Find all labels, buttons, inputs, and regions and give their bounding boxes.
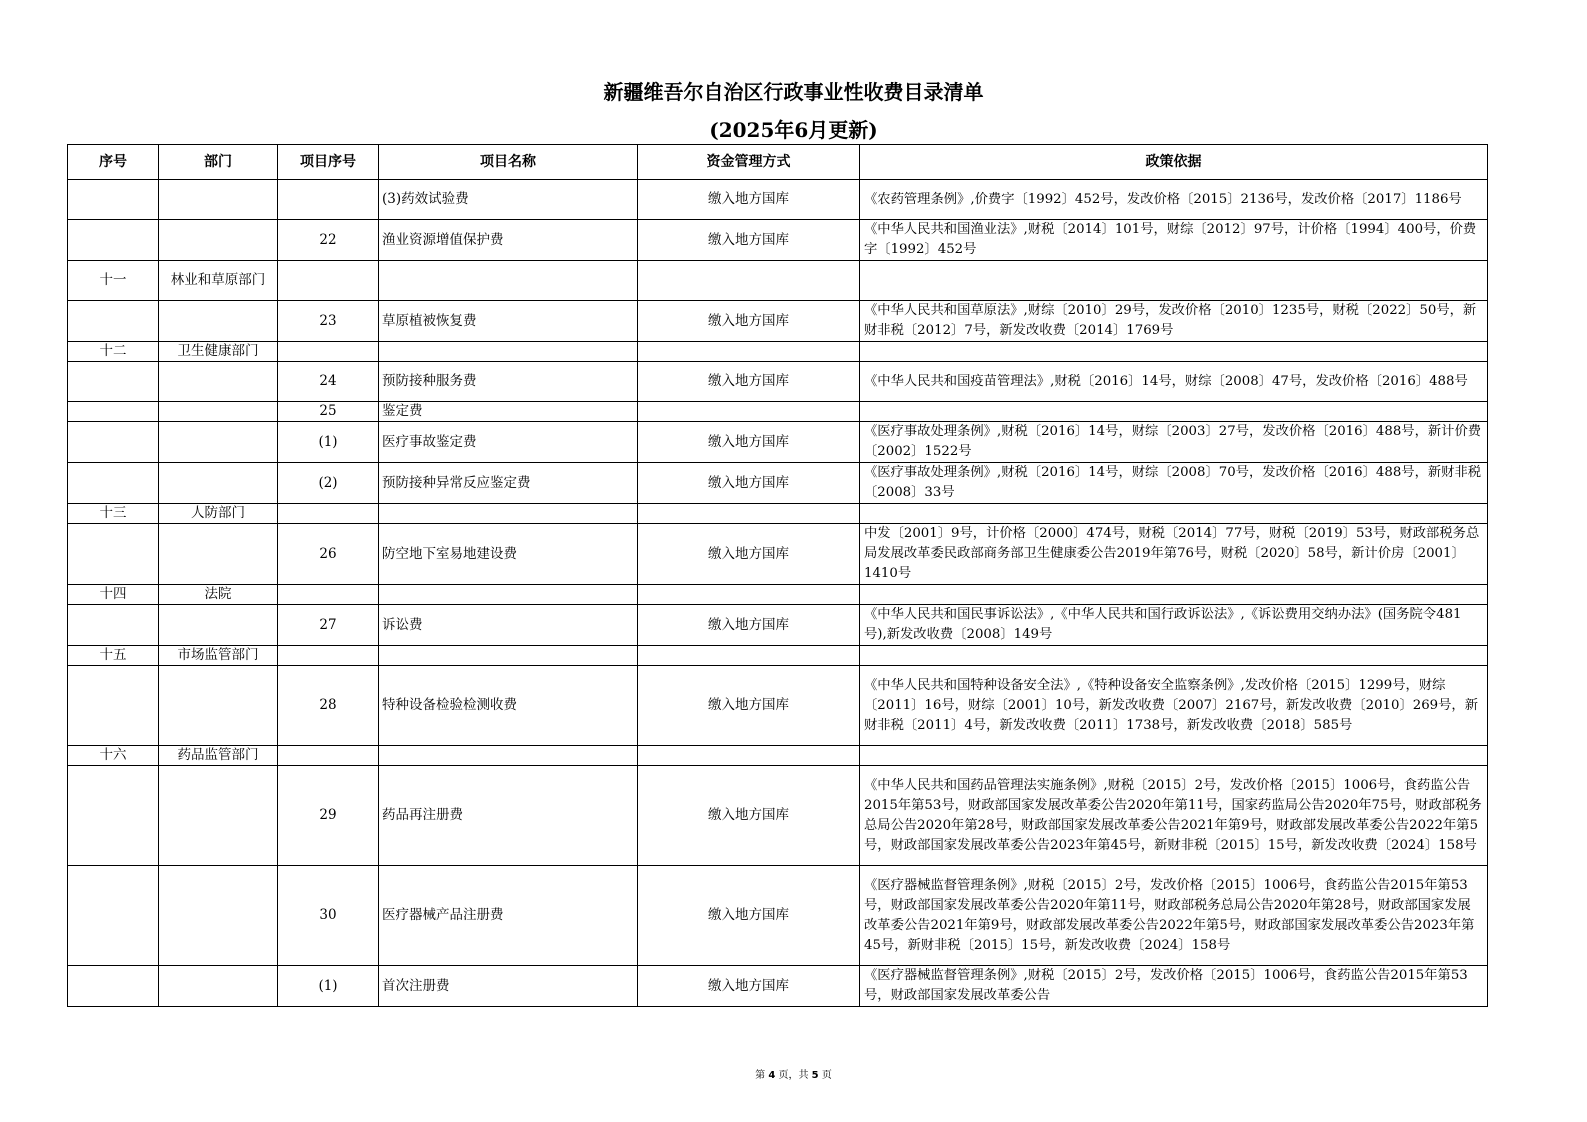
cell-fund-management: 缴入地方国库: [638, 524, 860, 585]
cell-dept: 人防部门: [159, 504, 278, 524]
cell-item-name: 药品再注册费: [379, 766, 638, 866]
cell-dept: [159, 422, 278, 463]
cell-dept: [159, 666, 278, 746]
cell-seq: 十五: [68, 646, 159, 666]
cell-fund-management: [638, 585, 860, 605]
cell-item-name: 鉴定费: [379, 402, 638, 422]
cell-policy-basis: 《医疗事故处理条例》,财税〔2016〕14号，财综〔2008〕70号，发改价格〔2016〕488号，新财非税〔2008〕33号: [860, 463, 1488, 504]
cell-dept: [159, 966, 278, 1007]
cell-item-no: (1): [278, 422, 379, 463]
cell-policy-basis: 《医疗器械监督管理条例》,财税〔2015〕2号，发改价格〔2015〕1006号，食药监公告2015年第53号，财政部国家发展改革委公告2020年第11号，财政部税务总局公告2020年第28号，财政部国家发展改革委公告2021年第9号，财政部发展改革委公告2022年第5号，财政部国家发展改革委公告2023年第45号，新财非税〔2015〕15号，新发改收费〔2024〕158号: [860, 866, 1488, 966]
cell-item-no: [278, 261, 379, 301]
cell-item-name: [379, 342, 638, 362]
cell-fund-management: 缴入地方国库: [638, 301, 860, 342]
cell-policy-basis: 《中华人民共和国渔业法》,财税〔2014〕101号，财综〔2012〕97号，计价格〔1994〕400号，价费字〔1992〕452号: [860, 220, 1488, 261]
cell-item-name: [379, 585, 638, 605]
footer-total-pages: 5: [811, 1070, 819, 1081]
cell-policy-basis: 《医疗器械监督管理条例》,财税〔2015〕2号，发改价格〔2015〕1006号，食药监公告2015年第53号，财政部国家发展改革委公告: [860, 966, 1488, 1007]
table-row: [68, 463, 1488, 504]
cell-fund-management: 缴入地方国库: [638, 966, 860, 1007]
cell-policy-basis: [860, 261, 1488, 301]
table-row: [68, 605, 1488, 646]
header-dept: 部门: [159, 145, 278, 180]
cell-item-no: [278, 342, 379, 362]
cell-seq: 十一: [68, 261, 159, 301]
table-body: [68, 180, 1488, 1007]
cell-seq: 十六: [68, 746, 159, 766]
cell-item-name: 医疗事故鉴定费: [379, 422, 638, 463]
table-row: [68, 585, 1488, 605]
cell-fund-management: 缴入地方国库: [638, 766, 860, 866]
cell-seq: [68, 966, 159, 1007]
cell-seq: [68, 402, 159, 422]
table-row: [68, 422, 1488, 463]
cell-seq: 十三: [68, 504, 159, 524]
cell-item-name: 渔业资源增值保护费: [379, 220, 638, 261]
cell-seq: [68, 766, 159, 866]
cell-fund-management: [638, 261, 860, 301]
cell-policy-basis: 《中华人民共和国草原法》,财综〔2010〕29号，发改价格〔2010〕1235号，财税〔2022〕50号，新财非税〔2012〕7号，新发改收费〔2014〕1769号: [860, 301, 1488, 342]
cell-item-no: 24: [278, 362, 379, 402]
table-row: [68, 342, 1488, 362]
header-item-name: 项目名称: [379, 145, 638, 180]
cell-policy-basis: 《农药管理条例》,价费字〔1992〕452号，发改价格〔2015〕2136号，发改价格〔2017〕1186号: [860, 180, 1488, 220]
cell-seq: [68, 524, 159, 585]
cell-seq: [68, 463, 159, 504]
table-row: [68, 261, 1488, 301]
cell-fund-management: 缴入地方国库: [638, 463, 860, 504]
cell-item-name: [379, 746, 638, 766]
document-subtitle: (2025年6月更新): [709, 118, 878, 142]
table-row: [68, 504, 1488, 524]
table-row: [68, 666, 1488, 746]
cell-fund-management: [638, 746, 860, 766]
cell-dept: 法院: [159, 585, 278, 605]
footer-suffix: 页: [818, 1070, 832, 1081]
table-row: [68, 746, 1488, 766]
cell-item-no: [278, 646, 379, 666]
cell-fund-management: 缴入地方国库: [638, 220, 860, 261]
cell-dept: [159, 362, 278, 402]
cell-item-name: [379, 261, 638, 301]
cell-policy-basis: [860, 504, 1488, 524]
cell-fund-management: [638, 504, 860, 524]
cell-fund-management: 缴入地方国库: [638, 866, 860, 966]
table-header-row: [68, 145, 1488, 180]
table-row: [68, 220, 1488, 261]
table-row: [68, 402, 1488, 422]
cell-seq: [68, 180, 159, 220]
cell-policy-basis: [860, 585, 1488, 605]
table-row: [68, 866, 1488, 966]
fee-catalogue-table: [67, 144, 1488, 1007]
cell-policy-basis: [860, 402, 1488, 422]
cell-seq: [68, 605, 159, 646]
page-footer: [0, 1066, 1587, 1081]
footer-page-number: 4: [768, 1070, 776, 1081]
table-row: [68, 766, 1488, 866]
cell-item-name: [379, 646, 638, 666]
cell-item-no: 23: [278, 301, 379, 342]
footer-prefix: 第: [755, 1070, 769, 1081]
cell-item-no: 27: [278, 605, 379, 646]
table-row: [68, 301, 1488, 342]
cell-item-no: 26: [278, 524, 379, 585]
cell-item-name: [379, 504, 638, 524]
cell-dept: [159, 766, 278, 866]
cell-seq: [68, 301, 159, 342]
cell-dept: [159, 524, 278, 585]
cell-policy-basis: [860, 342, 1488, 362]
cell-item-name: (3)药效试验费: [379, 180, 638, 220]
cell-policy-basis: 《医疗事故处理条例》,财税〔2016〕14号，财综〔2003〕27号，发改价格〔2016〕488号，新计价费〔2002〕1522号: [860, 422, 1488, 463]
cell-fund-management: 缴入地方国库: [638, 362, 860, 402]
cell-dept: [159, 220, 278, 261]
cell-fund-management: 缴入地方国库: [638, 180, 860, 220]
cell-item-name: 首次注册费: [379, 966, 638, 1007]
cell-fund-management: 缴入地方国库: [638, 666, 860, 746]
cell-policy-basis: 《中华人民共和国特种设备安全法》,《特种设备安全监察条例》,发改价格〔2015〕1299号，财综〔2011〕16号，财综〔2001〕10号，新发改收费〔2007〕2167号，新发改收费〔2010〕269号，新财非税〔2011〕4号，新发改收费〔2011〕1738号，新发改收费〔2018〕585号: [860, 666, 1488, 746]
cell-dept: [159, 402, 278, 422]
cell-seq: [68, 422, 159, 463]
cell-policy-basis: 《中华人民共和国民事诉讼法》,《中华人民共和国行政诉讼法》,《诉讼费用交纳办法》(国务院令481号),新发改收费〔2008〕149号: [860, 605, 1488, 646]
cell-item-no: 28: [278, 666, 379, 746]
cell-item-no: (2): [278, 463, 379, 504]
cell-policy-basis: [860, 746, 1488, 766]
cell-policy-basis: 《中华人民共和国疫苗管理法》,财税〔2016〕14号，财综〔2008〕47号，发改价格〔2016〕488号: [860, 362, 1488, 402]
cell-item-no: 29: [278, 766, 379, 866]
cell-dept: [159, 180, 278, 220]
cell-fund-management: [638, 402, 860, 422]
cell-item-no: [278, 585, 379, 605]
footer-middle: 页，共: [775, 1070, 812, 1081]
cell-dept: 卫生健康部门: [159, 342, 278, 362]
cell-dept: [159, 301, 278, 342]
cell-item-no: [278, 746, 379, 766]
cell-item-name: 防空地下室易地建设费: [379, 524, 638, 585]
cell-item-no: (1): [278, 966, 379, 1007]
cell-dept: [159, 866, 278, 966]
cell-item-name: 预防接种异常反应鉴定费: [379, 463, 638, 504]
cell-item-name: 预防接种服务费: [379, 362, 638, 402]
cell-item-no: 22: [278, 220, 379, 261]
cell-seq: [68, 866, 159, 966]
cell-item-name: 草原植被恢复费: [379, 301, 638, 342]
table-row: [68, 362, 1488, 402]
table-row: [68, 524, 1488, 585]
cell-dept: [159, 605, 278, 646]
cell-item-name: 医疗器械产品注册费: [379, 866, 638, 966]
cell-seq: 十四: [68, 585, 159, 605]
header-fund-management: 资金管理方式: [638, 145, 860, 180]
cell-item-name: 特种设备检验检测收费: [379, 666, 638, 746]
table-row: [68, 180, 1488, 220]
cell-fund-management: [638, 646, 860, 666]
cell-dept: [159, 463, 278, 504]
header-seq: 序号: [68, 145, 159, 180]
cell-policy-basis: 《中华人民共和国药品管理法实施条例》,财税〔2015〕2号，发改价格〔2015〕1006号，食药监公告2015年第53号，财政部国家发展改革委公告2020年第11号，国家药监局公告2020年75号，财政部税务总局公告2020年第28号，财政部国家发展改革委公告2021年第9号，财政部发展改革委公告2022年第5号，财政部国家发展改革委公告2023年第45号，新财非税〔2015〕15号，新发改收费〔2024〕158号: [860, 766, 1488, 866]
cell-seq: [68, 362, 159, 402]
cell-policy-basis: [860, 646, 1488, 666]
document-title: 新疆维吾尔自治区行政事业性收费目录清单: [603, 80, 984, 104]
header-policy-basis: 政策依据: [860, 145, 1488, 180]
cell-dept: 市场监管部门: [159, 646, 278, 666]
cell-fund-management: 缴入地方国库: [638, 422, 860, 463]
cell-seq: [68, 666, 159, 746]
header-item-no: 项目序号: [278, 145, 379, 180]
cell-dept: 药品监管部门: [159, 746, 278, 766]
table-row: [68, 966, 1488, 1007]
cell-fund-management: [638, 342, 860, 362]
cell-fund-management: 缴入地方国库: [638, 605, 860, 646]
cell-seq: [68, 220, 159, 261]
cell-seq: 十二: [68, 342, 159, 362]
cell-item-name: 诉讼费: [379, 605, 638, 646]
cell-dept: 林业和草原部门: [159, 261, 278, 301]
cell-item-no: [278, 504, 379, 524]
cell-item-no: 25: [278, 402, 379, 422]
cell-item-no: 30: [278, 866, 379, 966]
cell-policy-basis: 中发〔2001〕9号，计价格〔2000〕474号，财税〔2014〕77号，财税〔2019〕53号，财政部税务总局发展改革委民政部商务部卫生健康委公告2019年第76号，财税〔2020〕58号，新计价房〔2001〕1410号: [860, 524, 1488, 585]
table-row: [68, 646, 1488, 666]
cell-item-no: [278, 180, 379, 220]
